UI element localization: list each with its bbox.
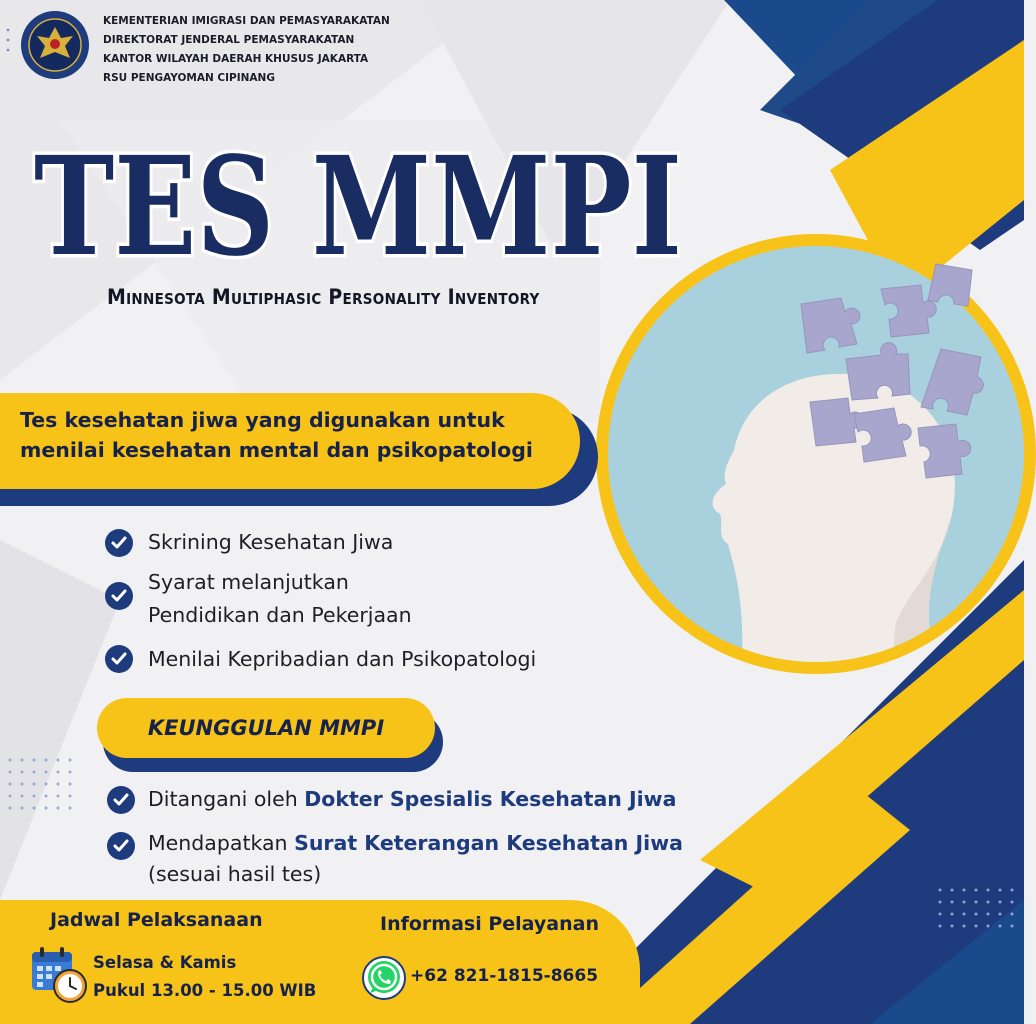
page-title [30, 127, 690, 287]
banner-line: menilai kesehatan mental dan psikopatologi [20, 438, 533, 462]
list-item: Skrining Kesehatan Jiwa [148, 530, 394, 554]
phone-number[interactable]: +62 821-1815-8665 [410, 966, 599, 986]
keunggulan-label: KEUNGGULAN MMPI [97, 698, 435, 758]
list-item [148, 827, 683, 860]
list-item: Menilai Kepribadian dan Psikopatologi [148, 647, 537, 671]
item-text: Mendapatkan [148, 831, 295, 855]
schedule-details [93, 949, 316, 1005]
subtitle: Minnesota Multiphasic Personality Inventory [107, 285, 540, 309]
list-item: Syarat melanjutkan [148, 570, 349, 594]
list-item: Pendidikan dan Pekerjaan [148, 603, 412, 627]
header-line: DIREKTORAT JENDERAL PEMASYARAKATAN [103, 34, 355, 46]
head-puzzle-illustration [596, 244, 1036, 684]
info-title: Informasi Pelayanan [380, 913, 599, 935]
schedule-title: Jadwal Pelaksanaan [50, 909, 263, 931]
check-icon [107, 786, 135, 814]
banner-line: Tes kesehatan jiwa yang digunakan untuk [20, 408, 505, 432]
header-line: KANTOR WILAYAH DAERAH KHUSUS JAKARTA [103, 53, 369, 65]
page-title-text: TES MMPI [34, 127, 682, 287]
institution-header [103, 12, 390, 88]
check-icon [105, 529, 133, 557]
check-icon [107, 832, 135, 860]
schedule-days: Selasa & Kamis [93, 953, 237, 972]
list-item [148, 783, 676, 816]
header-line: RSU PENGAYOMAN CIPINANG [103, 72, 275, 84]
check-icon [105, 645, 133, 673]
header-line: KEMENTERIAN IMIGRASI DAN PEMASYARAKATAN [103, 15, 390, 27]
check-icon [105, 582, 133, 610]
whatsapp-icon[interactable] [361, 955, 407, 1001]
calendar-clock-icon [30, 946, 88, 1004]
item-highlight: Dokter Spesialis Kesehatan Jiwa [304, 787, 677, 811]
item-text: Ditangani oleh [148, 787, 305, 811]
list-item-note: (sesuai hasil tes) [148, 862, 322, 886]
item-highlight: Surat Keterangan Kesehatan Jiwa [294, 831, 683, 855]
schedule-hours: Pukul 13.00 - 15.00 WIB [93, 981, 317, 1000]
emblem-logo [20, 10, 90, 80]
description-banner [0, 393, 580, 489]
